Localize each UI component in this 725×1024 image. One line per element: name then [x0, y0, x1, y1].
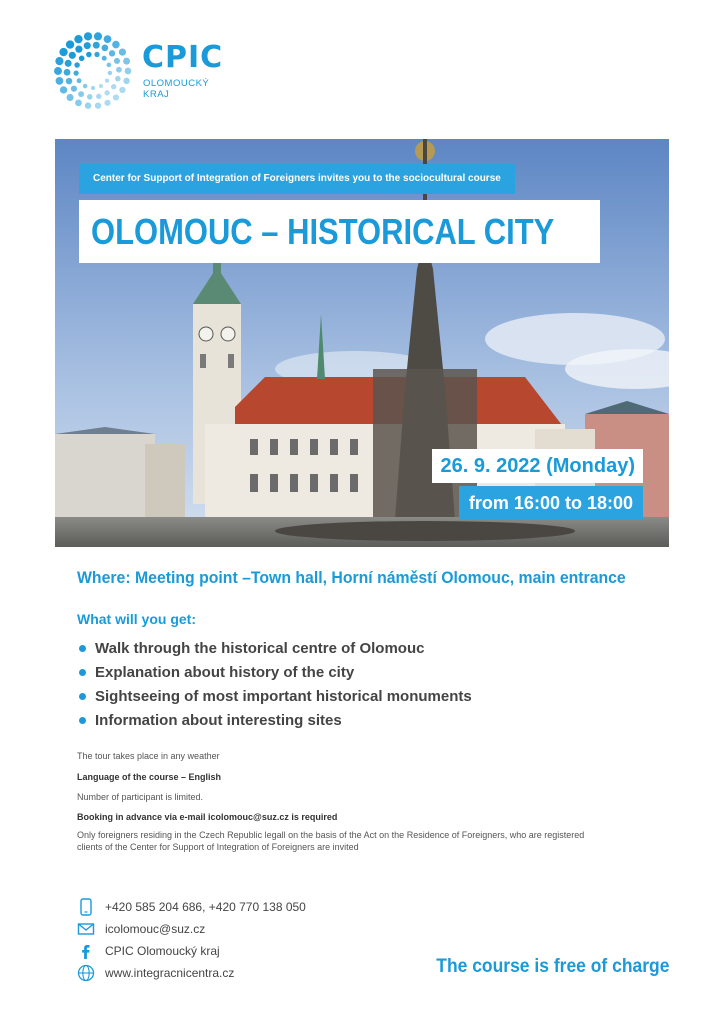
logo-dot [74, 62, 79, 67]
logo-dot [69, 52, 76, 59]
logo-dot [65, 60, 72, 67]
logo-dot [111, 84, 116, 89]
logo-dot [102, 56, 107, 61]
logo-dot [60, 86, 67, 93]
logo-dot [102, 45, 109, 52]
logo-dot [84, 32, 92, 40]
participants-note: Number of participant is limited. [77, 792, 204, 802]
logo-dot [86, 52, 92, 58]
contacts [77, 897, 306, 985]
logo-subtitle-line2: KRAJ [143, 89, 170, 100]
eligibility-line1: Only foreigners residing in the Czech Republic legall on the basis of the Act on the Residence of Foreigners, who are registered [77, 830, 585, 840]
booking-note: Booking in advance via e-mail icolomouc@suz.cz is required [77, 812, 338, 822]
logo-subtitle [143, 78, 209, 100]
list-item [77, 662, 472, 686]
logo-dot [114, 58, 120, 64]
title-box [79, 200, 600, 263]
list-item [77, 710, 472, 734]
logo-dot [108, 71, 112, 75]
list-item-text: Sightseeing of most important historical monuments [95, 688, 472, 705]
logo-dot [67, 94, 74, 101]
hero-banner [55, 139, 669, 547]
logo-dot [94, 52, 99, 57]
eligibility-line2: clients of the Center for Support of Integration of Foreigners are invited [77, 842, 359, 852]
list-item [77, 638, 472, 662]
benefits-list [77, 638, 472, 734]
logo-dot [74, 35, 82, 43]
logo-dot [87, 94, 93, 100]
logo-dot [95, 102, 101, 108]
logo-dots-icon [54, 32, 132, 110]
logo-dot [74, 71, 79, 76]
logo-dot [66, 78, 72, 84]
bullet-icon [79, 645, 86, 652]
logo-dot [119, 87, 125, 93]
logo-dot [93, 42, 100, 49]
bullet-icon [79, 717, 86, 724]
logo-dot [54, 67, 62, 75]
event-time: from 16:00 to 18:00 [459, 486, 643, 520]
list-item [77, 686, 472, 710]
contact-facebook[interactable] [77, 941, 306, 963]
logo-dot [104, 35, 112, 43]
logo-dot [75, 46, 82, 53]
logo-dot [125, 68, 132, 75]
logo-dot [109, 50, 115, 56]
logo-title: CPIC [142, 40, 224, 75]
contact-web[interactable] [77, 963, 306, 985]
event-title: OLOMOUC – HISTORICAL CITY [91, 211, 555, 252]
logo-dot [96, 94, 101, 99]
bullet-icon [79, 669, 86, 676]
logo-dot [123, 58, 130, 65]
free-of-charge: The course is free of charge [435, 956, 669, 977]
logo-dot [75, 99, 82, 106]
invite-banner: Center for Support of Integration of Foreigners invites you to the sociocultural course [79, 164, 515, 194]
list-item-text: Explanation about history of the city [95, 664, 355, 681]
logo-dot [104, 100, 110, 106]
web-link[interactable]: www.integracnicentra.cz [105, 966, 235, 980]
benefits-heading: What will you get: [77, 611, 196, 627]
logo-dot [123, 78, 129, 84]
bullet-icon [79, 693, 86, 700]
list-item-text: Information about interesting sites [95, 712, 342, 729]
logo-dot [99, 84, 103, 88]
cpic-logo [54, 32, 234, 112]
logo-dot [105, 79, 109, 83]
logo-dot [66, 40, 74, 48]
phone-text: +420 585 204 686, +420 770 138 050 [105, 900, 306, 914]
contact-email[interactable] [77, 919, 306, 941]
logo-dot [119, 48, 126, 55]
logo-dot [55, 57, 63, 65]
logo-dot [64, 69, 71, 76]
logo-dot [84, 42, 91, 49]
logo-dot [104, 90, 109, 95]
logo-dot [85, 102, 92, 109]
contact-phone [77, 897, 306, 919]
language-note: Language of the course – English [77, 772, 222, 782]
list-item-text: Walk through the historical centre of Olomouc [95, 640, 425, 657]
email-link[interactable]: icolomouc@suz.cz [105, 922, 206, 936]
logo-dot [91, 86, 95, 90]
phone-icon [77, 898, 95, 916]
eligibility-note [77, 829, 677, 853]
facebook-icon [77, 942, 95, 960]
logo-dot [79, 56, 85, 62]
logo-dot [112, 41, 120, 49]
event-date: 26. 9. 2022 (Monday) [432, 449, 643, 483]
logo-dot [56, 77, 64, 85]
logo-dot [115, 76, 121, 82]
envelope-icon [77, 920, 95, 938]
weather-note: The tour takes place in any weather [77, 751, 220, 761]
logo-subtitle-line1: OLOMOUCKÝ [143, 78, 210, 89]
logo-dot [59, 48, 67, 56]
logo-dot [83, 84, 88, 89]
facebook-link[interactable]: CPIC Olomoucký kraj [105, 944, 220, 958]
meeting-point: Where: Meeting point –Town hall, Horní náměstí Olomouc, main entrance [77, 568, 626, 587]
logo-dot [116, 67, 122, 73]
globe-icon [77, 964, 95, 982]
logo-dot [78, 91, 84, 97]
logo-dot [77, 78, 82, 83]
logo-dot [113, 94, 119, 100]
logo-dot [71, 86, 77, 92]
logo-dot [94, 32, 102, 40]
logo-dot [107, 63, 112, 68]
